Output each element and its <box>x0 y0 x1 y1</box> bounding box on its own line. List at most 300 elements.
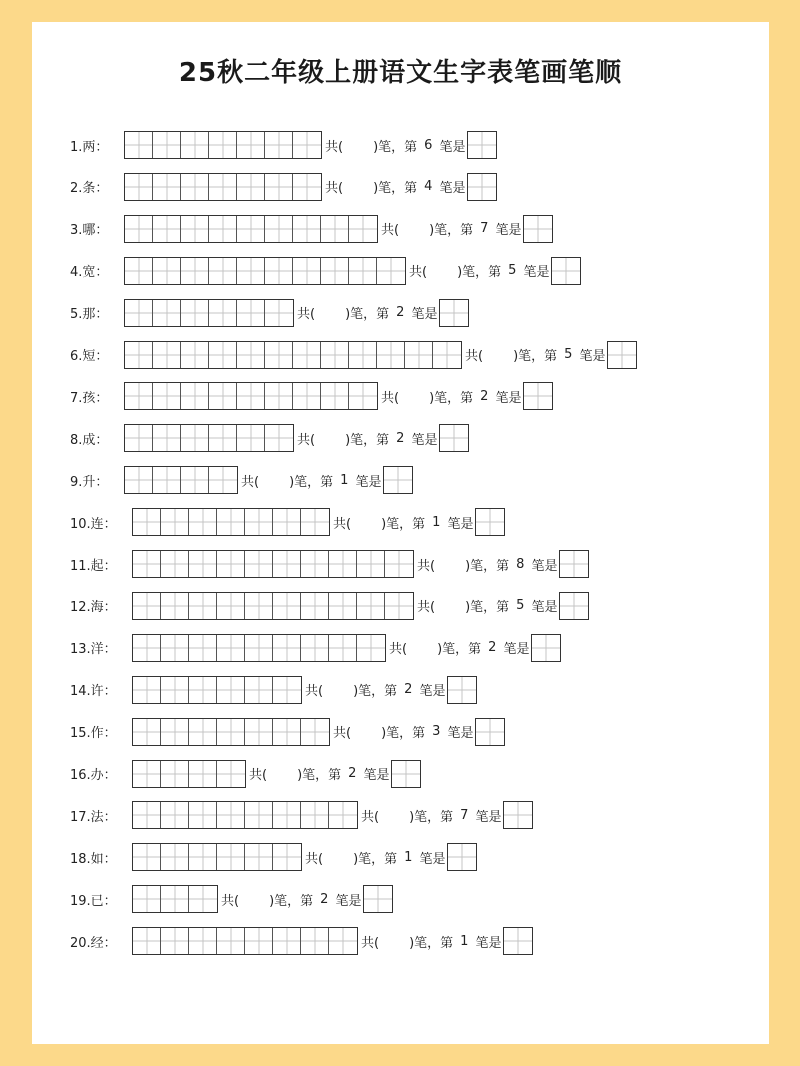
stroke-cell[interactable] <box>161 509 189 535</box>
stroke-cell[interactable] <box>301 802 329 828</box>
stroke-cell[interactable] <box>209 467 237 493</box>
nth-stroke-number: 2 <box>396 430 405 446</box>
stroke-cell[interactable] <box>245 719 273 745</box>
exercise-row <box>70 340 637 370</box>
answer-box[interactable] <box>559 550 589 578</box>
stroke-cell[interactable] <box>357 593 385 619</box>
stroke-cell[interactable] <box>209 300 237 326</box>
stroke-cell[interactable] <box>153 258 181 284</box>
stroke-cell[interactable] <box>189 886 217 912</box>
stroke-writing-grid[interactable] <box>132 550 414 578</box>
stroke-cell[interactable] <box>273 719 301 745</box>
stroke-cell[interactable] <box>349 216 377 242</box>
stroke-cell[interactable] <box>217 677 245 703</box>
character-label: 1.两： <box>70 139 109 155</box>
stroke-question <box>333 513 473 532</box>
stroke-cell[interactable] <box>273 677 301 703</box>
nth-stroke-prefix: )笔，第 <box>345 307 390 323</box>
nth-stroke-suffix: 笔是 <box>523 265 550 281</box>
exercise-row <box>70 507 505 537</box>
exercise-row <box>70 172 497 202</box>
character-label: 6.短： <box>70 349 109 364</box>
stroke-cell[interactable] <box>273 509 301 535</box>
stroke-cell[interactable] <box>125 258 153 284</box>
exercise-row <box>70 465 413 495</box>
stroke-cell[interactable] <box>245 635 273 661</box>
stroke-cell[interactable] <box>189 677 217 703</box>
stroke-cell[interactable] <box>217 719 245 745</box>
nth-stroke-suffix: 笔是 <box>447 516 474 532</box>
stroke-cell[interactable] <box>181 132 209 158</box>
answer-box[interactable] <box>439 299 469 327</box>
stroke-question <box>305 680 445 699</box>
nth-stroke-suffix: 笔是 <box>447 726 474 742</box>
stroke-cell[interactable] <box>189 761 217 787</box>
stroke-cell[interactable] <box>237 383 265 409</box>
stroke-cell[interactable] <box>293 342 321 368</box>
answer-box[interactable] <box>559 592 589 620</box>
exercise-row <box>70 675 477 705</box>
nth-stroke-number: 5 <box>516 598 525 614</box>
stroke-cell[interactable] <box>161 761 189 787</box>
stroke-cell[interactable] <box>181 425 209 451</box>
stroke-cell[interactable] <box>237 425 265 451</box>
nth-stroke-suffix: 笔是 <box>495 223 522 239</box>
exercise-row <box>70 800 533 830</box>
stroke-cell[interactable] <box>245 802 273 828</box>
nth-stroke-prefix: )笔，第 <box>373 181 418 197</box>
stroke-writing-grid[interactable] <box>124 382 378 410</box>
nth-stroke-number: 3 <box>432 724 441 740</box>
stroke-cell[interactable] <box>349 258 377 284</box>
answer-box[interactable] <box>551 257 581 285</box>
stroke-cell[interactable] <box>217 844 245 870</box>
stroke-cell[interactable] <box>349 342 377 368</box>
stroke-writing-grid[interactable] <box>124 341 462 369</box>
answer-box[interactable] <box>503 801 533 829</box>
answer-box[interactable] <box>523 215 553 243</box>
nth-stroke-prefix: )笔，第 <box>353 684 398 700</box>
stroke-cell[interactable] <box>209 425 237 451</box>
nth-stroke-suffix: 笔是 <box>475 935 502 951</box>
nth-stroke-prefix: )笔，第 <box>437 642 482 658</box>
nth-stroke-number: 7 <box>480 221 489 237</box>
stroke-cell[interactable] <box>181 383 209 409</box>
total-strokes-prefix: 共( <box>417 600 436 616</box>
stroke-cell[interactable] <box>321 342 349 368</box>
stroke-cell[interactable] <box>161 719 189 745</box>
stroke-cell[interactable] <box>161 677 189 703</box>
stroke-question <box>389 638 529 657</box>
stroke-cell[interactable] <box>153 342 181 368</box>
answer-box[interactable] <box>391 760 421 788</box>
stroke-cell[interactable] <box>133 677 161 703</box>
stroke-writing-grid[interactable] <box>124 299 294 327</box>
nth-stroke-suffix: 笔是 <box>439 139 466 155</box>
exercise-row <box>70 130 497 160</box>
stroke-cell[interactable] <box>329 802 357 828</box>
stroke-cell[interactable] <box>217 635 245 661</box>
stroke-cell[interactable] <box>217 593 245 619</box>
total-strokes-prefix: 共( <box>325 139 344 155</box>
total-strokes-prefix: 共( <box>325 181 344 197</box>
stroke-cell[interactable] <box>245 551 273 577</box>
stroke-cell[interactable] <box>125 132 153 158</box>
stroke-cell[interactable] <box>377 342 405 368</box>
stroke-writing-grid[interactable] <box>124 257 406 285</box>
stroke-cell[interactable] <box>125 174 153 200</box>
stroke-cell[interactable] <box>273 551 301 577</box>
nth-stroke-suffix: 笔是 <box>419 684 446 700</box>
nth-stroke-suffix: 笔是 <box>579 349 606 364</box>
answer-box[interactable] <box>607 341 637 369</box>
character-label: 12.海： <box>70 600 117 616</box>
nth-stroke-prefix: )笔，第 <box>353 851 398 867</box>
stroke-cell[interactable] <box>125 425 153 451</box>
stroke-cell[interactable] <box>133 928 161 954</box>
stroke-cell[interactable] <box>217 509 245 535</box>
nth-stroke-prefix: )笔，第 <box>457 265 502 281</box>
exercise-row <box>70 423 469 453</box>
stroke-cell[interactable] <box>433 342 461 368</box>
total-strokes-prefix: 共( <box>417 558 436 574</box>
stroke-cell[interactable] <box>321 216 349 242</box>
stroke-cell[interactable] <box>349 383 377 409</box>
answer-box[interactable] <box>503 927 533 955</box>
stroke-writing-grid[interactable] <box>132 801 358 829</box>
stroke-writing-grid[interactable] <box>132 885 218 913</box>
nth-stroke-prefix: )笔，第 <box>465 600 510 616</box>
stroke-writing-grid[interactable] <box>132 843 302 871</box>
stroke-cell[interactable] <box>189 509 217 535</box>
stroke-cell[interactable] <box>189 635 217 661</box>
exercise-row <box>70 591 589 621</box>
character-label: 17.法： <box>70 809 117 825</box>
stroke-cell[interactable] <box>301 509 329 535</box>
stroke-cell[interactable] <box>357 551 385 577</box>
stroke-cell[interactable] <box>153 300 181 326</box>
stroke-question <box>325 136 465 155</box>
stroke-cell[interactable] <box>133 719 161 745</box>
nth-stroke-prefix: )笔，第 <box>345 432 390 448</box>
stroke-cell[interactable] <box>217 928 245 954</box>
nth-stroke-suffix: 笔是 <box>495 390 522 406</box>
character-label: 14.许： <box>70 684 117 700</box>
stroke-cell[interactable] <box>181 342 209 368</box>
nth-stroke-number: 2 <box>396 305 405 321</box>
stroke-cell[interactable] <box>209 132 237 158</box>
stroke-cell[interactable] <box>265 132 293 158</box>
stroke-cell[interactable] <box>321 258 349 284</box>
stroke-cell[interactable] <box>329 635 357 661</box>
stroke-cell[interactable] <box>189 802 217 828</box>
answer-box[interactable] <box>475 718 505 746</box>
stroke-cell[interactable] <box>301 928 329 954</box>
stroke-question <box>333 722 473 741</box>
stroke-cell[interactable] <box>161 635 189 661</box>
character-label: 2.条： <box>70 181 109 197</box>
stroke-cell[interactable] <box>133 551 161 577</box>
stroke-cell[interactable] <box>153 132 181 158</box>
stroke-cell[interactable] <box>217 551 245 577</box>
character-label: 15.作： <box>70 726 117 742</box>
stroke-cell[interactable] <box>237 174 265 200</box>
total-strokes-prefix: 共( <box>297 307 316 323</box>
total-strokes-prefix: 共( <box>381 390 400 406</box>
exercise-row <box>70 214 553 244</box>
exercise-list <box>32 22 769 1044</box>
nth-stroke-number: 2 <box>488 640 497 656</box>
stroke-writing-grid[interactable] <box>132 508 330 536</box>
nth-stroke-number: 1 <box>404 849 413 865</box>
stroke-cell[interactable] <box>189 928 217 954</box>
stroke-cell[interactable] <box>161 551 189 577</box>
nth-stroke-prefix: )笔，第 <box>409 935 454 951</box>
stroke-writing-grid[interactable] <box>132 927 358 955</box>
stroke-question <box>249 764 389 783</box>
nth-stroke-prefix: )笔，第 <box>513 349 558 364</box>
stroke-cell[interactable] <box>265 342 293 368</box>
total-strokes-prefix: 共( <box>333 726 352 742</box>
nth-stroke-suffix: 笔是 <box>355 474 382 490</box>
stroke-cell[interactable] <box>245 928 273 954</box>
stroke-cell[interactable] <box>133 593 161 619</box>
stroke-cell[interactable] <box>209 383 237 409</box>
nth-stroke-suffix: 笔是 <box>411 432 438 448</box>
stroke-cell[interactable] <box>209 342 237 368</box>
stroke-cell[interactable] <box>377 258 405 284</box>
nth-stroke-suffix: 笔是 <box>531 558 558 574</box>
stroke-cell[interactable] <box>245 509 273 535</box>
stroke-cell[interactable] <box>153 216 181 242</box>
stroke-cell[interactable] <box>265 174 293 200</box>
stroke-cell[interactable] <box>293 216 321 242</box>
stroke-question <box>325 177 465 196</box>
total-strokes-prefix: 共( <box>305 851 324 867</box>
stroke-writing-grid[interactable] <box>124 215 378 243</box>
stroke-question <box>465 345 605 364</box>
stroke-cell[interactable] <box>237 132 265 158</box>
stroke-cell[interactable] <box>237 342 265 368</box>
stroke-cell[interactable] <box>161 928 189 954</box>
stroke-cell[interactable] <box>161 886 189 912</box>
total-strokes-prefix: 共( <box>465 349 484 364</box>
stroke-cell[interactable] <box>405 342 433 368</box>
stroke-question <box>417 596 557 615</box>
stroke-cell[interactable] <box>329 593 357 619</box>
stroke-cell[interactable] <box>161 593 189 619</box>
nth-stroke-number: 1 <box>460 933 469 949</box>
stroke-cell[interactable] <box>181 174 209 200</box>
character-label: 10.连： <box>70 516 117 532</box>
nth-stroke-number: 5 <box>564 347 573 362</box>
stroke-cell[interactable] <box>293 258 321 284</box>
stroke-cell[interactable] <box>301 551 329 577</box>
stroke-cell[interactable] <box>125 467 153 493</box>
stroke-cell[interactable] <box>265 300 293 326</box>
stroke-cell[interactable] <box>273 593 301 619</box>
stroke-cell[interactable] <box>181 467 209 493</box>
stroke-writing-grid[interactable] <box>132 676 302 704</box>
answer-box[interactable] <box>531 634 561 662</box>
stroke-question <box>409 261 549 280</box>
stroke-cell[interactable] <box>153 467 181 493</box>
stroke-cell[interactable] <box>189 593 217 619</box>
nth-stroke-number: 1 <box>432 514 441 530</box>
answer-box[interactable] <box>383 466 413 494</box>
nth-stroke-prefix: )笔，第 <box>373 139 418 155</box>
exercise-row <box>70 298 469 328</box>
total-strokes-prefix: 共( <box>305 684 324 700</box>
total-strokes-prefix: 共( <box>221 893 240 909</box>
nth-stroke-suffix: 笔是 <box>503 642 530 658</box>
stroke-cell[interactable] <box>245 844 273 870</box>
stroke-cell[interactable] <box>293 132 321 158</box>
stroke-cell[interactable] <box>321 383 349 409</box>
nth-stroke-suffix: 笔是 <box>335 893 362 909</box>
nth-stroke-suffix: 笔是 <box>475 809 502 825</box>
stroke-cell[interactable] <box>181 216 209 242</box>
stroke-cell[interactable] <box>273 844 301 870</box>
character-label: 5.那： <box>70 307 109 323</box>
nth-stroke-number: 8 <box>516 556 525 572</box>
stroke-cell[interactable] <box>273 802 301 828</box>
stroke-writing-grid[interactable] <box>132 592 414 620</box>
stroke-cell[interactable] <box>161 844 189 870</box>
exercise-row <box>70 842 477 872</box>
stroke-cell[interactable] <box>217 761 245 787</box>
stroke-cell[interactable] <box>153 174 181 200</box>
stroke-cell[interactable] <box>293 383 321 409</box>
stroke-cell[interactable] <box>133 509 161 535</box>
nth-stroke-prefix: )笔，第 <box>465 558 510 574</box>
stroke-cell[interactable] <box>181 300 209 326</box>
stroke-cell[interactable] <box>237 258 265 284</box>
stroke-question <box>241 471 381 490</box>
stroke-cell[interactable] <box>153 383 181 409</box>
stroke-cell[interactable] <box>153 425 181 451</box>
nth-stroke-prefix: )笔，第 <box>297 768 342 783</box>
nth-stroke-number: 1 <box>340 472 349 488</box>
stroke-cell[interactable] <box>265 383 293 409</box>
stroke-cell[interactable] <box>189 844 217 870</box>
stroke-question <box>417 555 557 574</box>
character-label: 11.起： <box>70 558 117 574</box>
stroke-writing-grid[interactable] <box>132 634 386 662</box>
stroke-cell[interactable] <box>273 635 301 661</box>
answer-box[interactable] <box>447 676 477 704</box>
stroke-cell[interactable] <box>237 300 265 326</box>
stroke-cell[interactable] <box>209 174 237 200</box>
stroke-writing-grid[interactable] <box>124 131 322 159</box>
stroke-cell[interactable] <box>125 383 153 409</box>
stroke-writing-grid[interactable] <box>124 173 322 201</box>
nth-stroke-number: 6 <box>424 137 433 153</box>
nth-stroke-number: 2 <box>404 682 413 698</box>
answer-box[interactable] <box>447 843 477 871</box>
stroke-cell[interactable] <box>161 802 189 828</box>
exercise-row <box>70 381 553 411</box>
answer-box[interactable] <box>467 131 497 159</box>
answer-box[interactable] <box>439 424 469 452</box>
character-label: 13.洋： <box>70 642 117 658</box>
stroke-cell[interactable] <box>133 844 161 870</box>
character-label: 7.孩： <box>70 390 109 406</box>
page-title: 25秋二年级上册语文生字表笔画笔顺 <box>178 58 623 88</box>
stroke-cell[interactable] <box>133 635 161 661</box>
stroke-cell[interactable] <box>189 551 217 577</box>
stroke-cell[interactable] <box>125 300 153 326</box>
stroke-cell[interactable] <box>209 258 237 284</box>
stroke-cell[interactable] <box>293 174 321 200</box>
stroke-cell[interactable] <box>301 719 329 745</box>
stroke-cell[interactable] <box>245 593 273 619</box>
stroke-cell[interactable] <box>217 802 245 828</box>
stroke-writing-grid[interactable] <box>132 718 330 746</box>
stroke-question <box>297 429 437 448</box>
stroke-cell[interactable] <box>385 551 413 577</box>
exercise-row <box>70 549 589 579</box>
total-strokes-prefix: 共( <box>409 265 428 281</box>
stroke-cell[interactable] <box>125 342 153 368</box>
total-strokes-prefix: 共( <box>249 768 268 783</box>
total-strokes-prefix: 共( <box>361 809 380 825</box>
stroke-cell[interactable] <box>181 258 209 284</box>
nth-stroke-prefix: )笔，第 <box>429 390 474 406</box>
stroke-cell[interactable] <box>265 425 293 451</box>
stroke-cell[interactable] <box>133 761 161 787</box>
stroke-cell[interactable] <box>209 216 237 242</box>
character-label: 9.升： <box>70 474 109 490</box>
exercise-row <box>70 759 421 789</box>
nth-stroke-number: 5 <box>508 263 517 279</box>
stroke-cell[interactable] <box>301 593 329 619</box>
nth-stroke-number: 4 <box>424 179 433 195</box>
stroke-cell[interactable] <box>385 593 413 619</box>
answer-box[interactable] <box>467 173 497 201</box>
answer-box[interactable] <box>475 508 505 536</box>
nth-stroke-number: 2 <box>348 766 357 781</box>
stroke-cell[interactable] <box>265 216 293 242</box>
nth-stroke-prefix: )笔，第 <box>409 809 454 825</box>
stroke-cell[interactable] <box>301 635 329 661</box>
stroke-cell[interactable] <box>329 928 357 954</box>
stroke-cell[interactable] <box>245 677 273 703</box>
stroke-cell[interactable] <box>237 216 265 242</box>
stroke-cell[interactable] <box>265 258 293 284</box>
stroke-cell[interactable] <box>357 635 385 661</box>
answer-box[interactable] <box>523 382 553 410</box>
answer-box[interactable] <box>363 885 393 913</box>
stroke-cell[interactable] <box>189 719 217 745</box>
stroke-cell[interactable] <box>329 551 357 577</box>
stroke-cell[interactable] <box>133 802 161 828</box>
nth-stroke-prefix: )笔，第 <box>289 474 334 490</box>
stroke-writing-grid[interactable] <box>124 424 294 452</box>
nth-stroke-number: 2 <box>320 891 329 907</box>
stroke-writing-grid[interactable] <box>132 760 246 788</box>
character-label: 8.成： <box>70 432 109 448</box>
nth-stroke-suffix: 笔是 <box>419 851 446 867</box>
character-label: 18.如： <box>70 851 117 867</box>
stroke-writing-grid[interactable] <box>124 466 238 494</box>
stroke-cell[interactable] <box>273 928 301 954</box>
exercise-row <box>70 633 561 663</box>
stroke-cell[interactable] <box>133 886 161 912</box>
character-label: 3.哪： <box>70 223 109 239</box>
stroke-cell[interactable] <box>125 216 153 242</box>
nth-stroke-prefix: )笔，第 <box>269 893 314 909</box>
